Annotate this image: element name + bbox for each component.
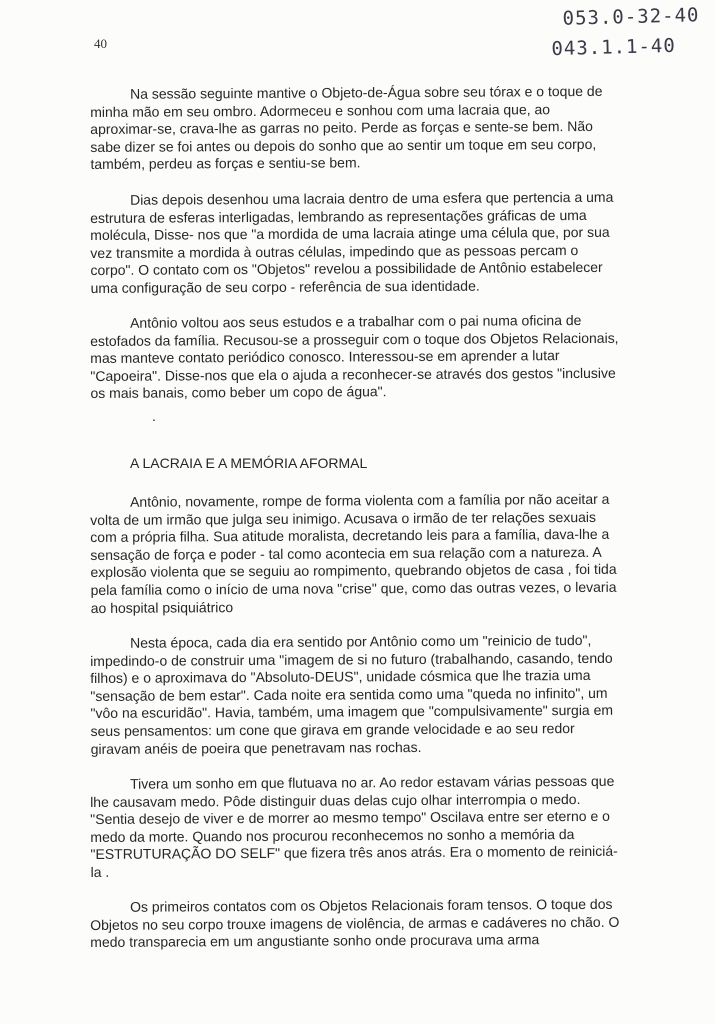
- stray-mark: .: [152, 408, 156, 425]
- paragraph: Os primeiros contatos com os Objetos Relacionais foram tensos. O toque dos Objetos no seu corpo trouxe imagens de violência, de armas e cadáveres no chão. O medo transparecia em um angustiante sonho onde procurava uma arma: [90, 895, 620, 951]
- paragraph: Antônio voltou aos seus estudos e a trabalhar com o pai numa oficina de estofados da família. Recusou-se a prosseguir com o toque dos Objetos Relacionais, mas manteve contato periódico conosco. Interessou-se em aprender a lutar "Capoeira". Disse-nos que ela o ajuda a reconhecer-se através dos gestos "inclusive os mais banais, como beber um copo de água".: [90, 311, 619, 402]
- paragraph: Dias depois desenhou uma lacraia dentro de uma esfera que pertencia a uma estrutura de esferas interligadas, lembrando as representações gráficas de uma molécula, Disse- nos que "a mordida de uma lacraia atinge uma célula que, por sua vez transmite a mordida à outras células, impedindo que as pessoas percam o corpo". O contato com os "Objetos" revelou a possibilidade de Antônio estabelecer uma configuração de seu corpo - referência de sua identidade.: [90, 188, 614, 296]
- paragraph: Tivera um sonho em que flutuava no ar. Ao redor estavam várias pessoas que lhe causavam medo. Pôde distinguir duas delas cujo olhar interrompia o medo. "Sentia desejo de viver e de morrer ao mesmo tempo" Oscilava entre ser eterno e o medo da morte. Quando nos procurou reconhecemos no sonho a memória da "ESTRUTURAÇÃO DO SELF" que fizera três anos atrás. Era o momento de reiniciá-la .: [90, 772, 618, 880]
- paragraph: Nesta época, cada dia era sentido por Antônio como um "reinicio de tudo", impedindo-o de construir uma "imagem de si no futuro (trabalhando, casando, tendo filhos) e o aproximava do "Absoluto-DEUS", unidade cósmica que lhe trazia uma "sensação de bem estar". Cada noite era sentida como uma "queda no infinito", um "vôo na escuridão". Havia, também, uma imagem que "compulsivamente" surgia em seus pensamentos: um cone que girava em grande velocidade e ao seu redor giravam anéis de poeira que penetravam nas rochas.: [90, 631, 614, 757]
- page-number: 40: [94, 36, 107, 51]
- handwritten-code: 043.1.1-40: [551, 34, 677, 61]
- section-heading: A LACRAIA E A MEMÓRIA AFORMAL: [130, 455, 368, 472]
- paragraph: Antônio, novamente, rompe de forma violenta com a família por não aceitar a volta de um irmão que julga seu inimigo. Acusava o irmão de ter relações sexuais com a própria filha. Sua atitude moralista, decretando leis para a família, dava-lhe a sensação de força e poder - tal como acontecia em sua relação com a natureza. A explosão violenta que se seguiu ao rompimento, quebrando objetos de casa , foi tida pela família como o início de uma nova "crise" que, como das outras vezes, o levaria ao hospital psiquiátrico: [90, 491, 617, 616]
- handwritten-code: 053.0-32-40: [562, 4, 700, 30]
- body-text: [90, 82, 620, 969]
- handwritten-annotation: [551, 0, 700, 64]
- paragraph: Na sessão seguinte mantive o Objeto-de-Água sobre seu tórax e o toque de minha mão em seu ombro. Adormeceu e sonhou com uma lacraia que, ao aproximar-se, crava-lhe as garras no peito. Perde as forças e sente-se bem. Não sabe dizer se foi antes ou depois do sonho que ao sentir um toque em seu corpo, também, perdeu as forças e sentiu-se bem.: [90, 82, 603, 173]
